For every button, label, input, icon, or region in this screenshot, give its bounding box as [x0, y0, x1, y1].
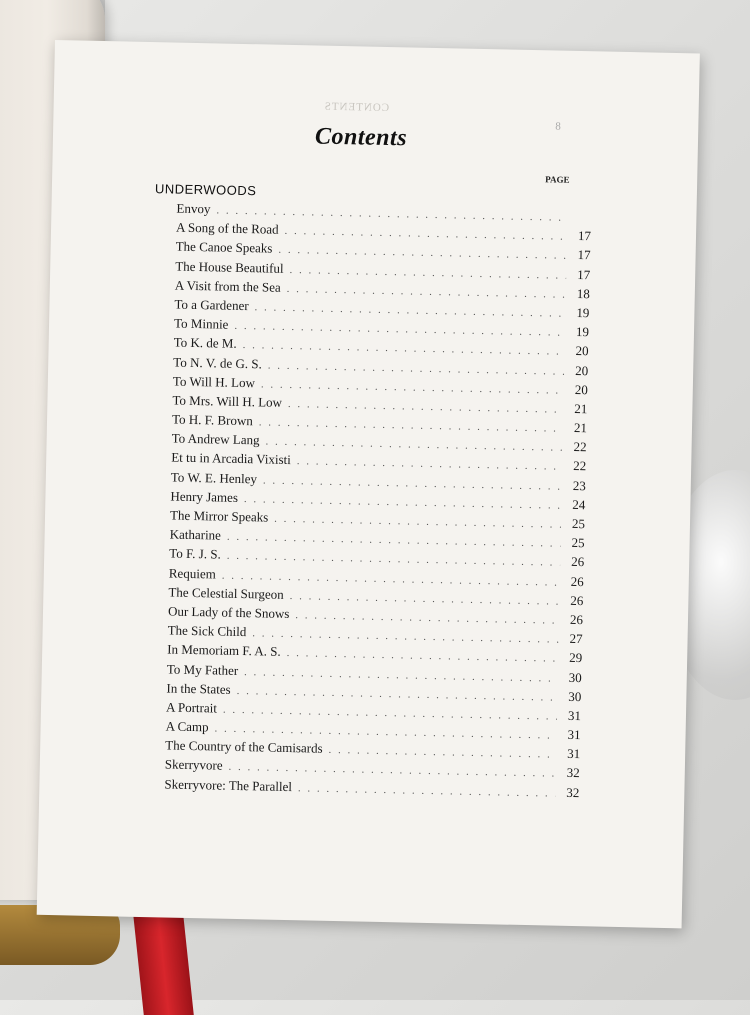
- dot-leader: [298, 782, 556, 799]
- dot-leader: [227, 531, 561, 550]
- toc-entry-title: To Mrs. Will H. Low: [172, 392, 282, 410]
- toc-entry-page: 26: [565, 593, 583, 609]
- toc-entry-page: 21: [569, 401, 587, 417]
- dot-leader: [227, 550, 561, 569]
- toc-entry-title: The House Beautiful: [175, 258, 284, 276]
- dot-leader: [289, 264, 566, 282]
- toc-entry-page: 19: [571, 305, 589, 321]
- section-heading: UNDERWOODS: [155, 181, 257, 198]
- toc-entry-title: The Country of the Camisards: [165, 738, 323, 757]
- dot-leader: [243, 339, 565, 358]
- toc-entry-title: Requiem: [169, 565, 216, 582]
- toc-entry-title: To H. F. Brown: [172, 412, 253, 430]
- dot-leader: [254, 301, 565, 320]
- dot-leader: [228, 761, 555, 780]
- toc-entry-title: Et tu in Arcadia Vixisti: [171, 450, 291, 469]
- dot-leader: [287, 647, 559, 665]
- toc-entry-title: Henry James: [170, 488, 238, 505]
- dot-leader: [290, 590, 560, 608]
- toc-entry-title: To F. J. S.: [169, 546, 221, 563]
- toc-entry-page: 17: [572, 266, 590, 282]
- contents-page: [37, 40, 700, 928]
- toc-entry-title: To My Father: [167, 661, 239, 678]
- toc-entry-page: 26: [566, 573, 584, 589]
- toc-entry-title: A Visit from the Sea: [175, 277, 281, 295]
- dot-leader: [265, 436, 562, 454]
- toc-entry-page: 20: [570, 343, 588, 359]
- dot-leader: [261, 378, 564, 396]
- toc-entry-page: 24: [567, 497, 585, 513]
- toc-entry-title: To W. E. Henley: [171, 469, 257, 487]
- toc-entry-title: Skerryvore: [165, 757, 223, 774]
- toc-entry-title: The Mirror Speaks: [170, 508, 269, 526]
- dot-leader: [288, 398, 564, 416]
- toc-entry-title: To Will H. Low: [173, 373, 255, 391]
- dot-leader: [234, 320, 565, 339]
- toc-entry-title: A Song of the Road: [176, 220, 279, 238]
- toc-entry-title: To K. de M.: [174, 335, 237, 352]
- dot-leader: [222, 569, 560, 588]
- toc-entry-page: 31: [563, 708, 581, 724]
- toc-entry-page: 30: [563, 688, 581, 704]
- dot-leader: [268, 359, 565, 377]
- show-through-header: CONTENTS: [324, 101, 390, 114]
- toc-entry-page: 31: [562, 727, 580, 743]
- toc-entry-title: In Memoriam F. A. S.: [167, 642, 281, 660]
- toc-entry-page: 18: [572, 286, 590, 302]
- toc-entry-title: A Camp: [165, 719, 208, 736]
- toc-entry-title: Katharine: [169, 527, 221, 544]
- dot-leader: [274, 513, 561, 531]
- dot-leader: [287, 283, 566, 301]
- toc-entry-title: To Andrew Lang: [172, 431, 260, 449]
- dot-leader: [244, 493, 562, 512]
- toc-entry-page: 25: [566, 535, 584, 551]
- page-number: 8: [555, 120, 561, 132]
- toc-entry-page: 22: [568, 458, 586, 474]
- toc-entry-page: 17: [572, 247, 590, 263]
- dot-leader: [252, 627, 558, 645]
- dot-leader: [237, 685, 558, 704]
- dot-leader: [244, 666, 558, 685]
- toc-entry-title: The Celestial Surgeon: [168, 584, 284, 602]
- dot-leader: [223, 704, 557, 723]
- dot-leader: [284, 225, 567, 243]
- toc-entry-title: To N. V. de G. S.: [173, 354, 262, 372]
- toc-entry-title: The Sick Child: [167, 623, 246, 641]
- toc-entry-title: Our Lady of the Snows: [168, 603, 290, 622]
- toc-entry-title: To Minnie: [174, 316, 229, 333]
- page-title: Contents: [315, 123, 408, 152]
- toc-entry-page: 19: [571, 324, 589, 340]
- toc-entry-title: In the States: [166, 680, 231, 697]
- toc-entry-title: Skerryvore: The Parallel: [164, 776, 292, 795]
- toc-entry-title: Envoy: [176, 201, 210, 218]
- toc-entry-page: 32: [561, 784, 579, 800]
- toc-entry-page: 31: [562, 746, 580, 762]
- toc-entry-page: 32: [562, 765, 580, 781]
- page-column-label: PAGE: [545, 174, 570, 185]
- toc-entry-page: 23: [568, 477, 586, 493]
- dot-leader: [278, 244, 566, 262]
- toc-entry-page: 27: [564, 631, 582, 647]
- toc-entry-page: 26: [565, 612, 583, 628]
- ribbon-bookmark: [132, 905, 194, 1015]
- toc-entry-page: 20: [570, 382, 588, 398]
- toc-entry-page: 30: [564, 669, 582, 685]
- toc-entry-page: 17: [573, 228, 591, 244]
- toc-entry-page: 22: [568, 439, 586, 455]
- toc-entry-title: A Portrait: [166, 699, 217, 716]
- toc-entry-page: 20: [570, 362, 588, 378]
- toc-list: [164, 201, 591, 804]
- toc-entry-title: To a Gardener: [174, 296, 248, 314]
- dot-leader: [328, 744, 556, 761]
- dot-leader: [259, 416, 563, 434]
- toc-entry-page: 21: [569, 420, 587, 436]
- dot-leader: [263, 474, 562, 492]
- toc-entry-page: 29: [564, 650, 582, 666]
- dot-leader: [297, 456, 563, 474]
- dot-leader: [295, 609, 559, 627]
- toc-entry-page: 26: [566, 554, 584, 570]
- toc-entry-title: The Canoe Speaks: [176, 239, 273, 257]
- toc-entry-page: 25: [567, 516, 585, 532]
